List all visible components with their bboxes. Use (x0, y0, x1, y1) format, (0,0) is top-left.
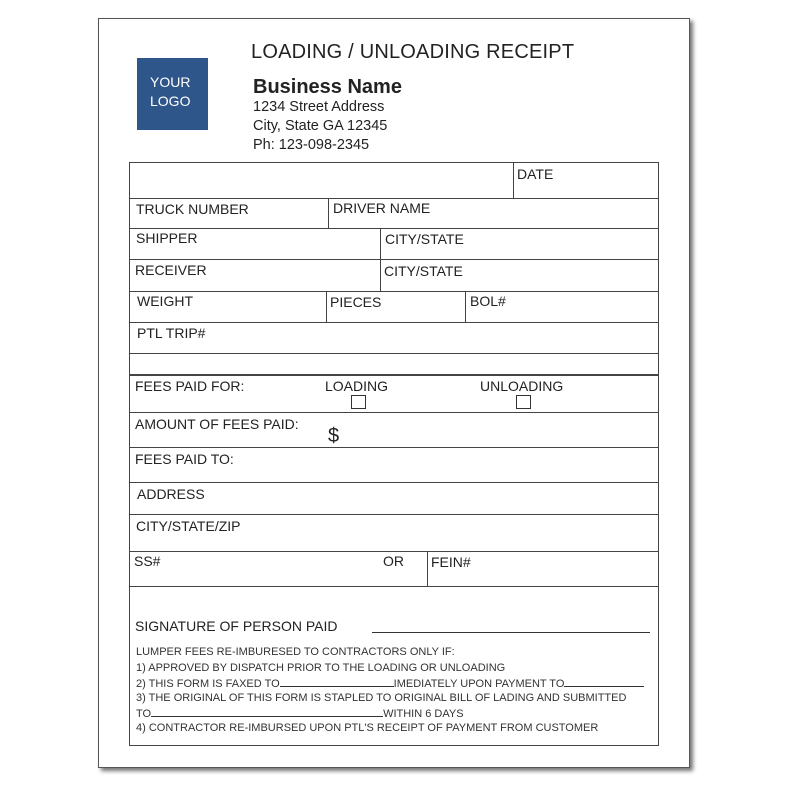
ptl-trip-label: PTL TRIP# (137, 325, 206, 341)
row-divider (130, 353, 658, 354)
logo-placeholder (137, 58, 208, 130)
row-divider (130, 586, 658, 587)
row-divider (130, 551, 658, 552)
pieces-label: PIECES (330, 294, 382, 310)
business-phone: Ph: 123-098-2345 (253, 137, 370, 153)
row-divider (130, 514, 658, 515)
row-divider (130, 198, 658, 199)
amount-of-fees-paid-label: AMOUNT OF FEES PAID: (135, 416, 299, 432)
column-divider (326, 291, 327, 322)
column-divider (427, 551, 428, 586)
notes-heading: LUMPER FEES RE-IMBURESED TO CONTRACTORS ONLY IF: (136, 646, 455, 658)
row-divider (130, 259, 658, 260)
column-divider (513, 163, 514, 198)
signature-label: SIGNATURE OF PERSON PAID (135, 618, 338, 634)
shipper-label: SHIPPER (136, 230, 198, 246)
fein-label: FEIN# (431, 554, 471, 570)
form-title: LOADING / UNLOADING RECEIPT (251, 41, 575, 63)
logo-text-line-1: YOUR (150, 74, 191, 90)
row-divider (130, 482, 658, 483)
driver-name-label: DRIVER NAME (333, 200, 431, 216)
address-label: ADDRESS (137, 486, 205, 502)
signature-line[interactable] (372, 632, 650, 633)
fees-paid-to-label: FEES PAID TO: (135, 451, 234, 467)
notes-line-2 (136, 677, 644, 690)
notes-line-3b (136, 707, 464, 720)
column-divider (328, 198, 329, 228)
row-divider (130, 447, 658, 448)
date-label: DATE (517, 166, 554, 182)
ss-label: SS# (134, 553, 161, 569)
weight-label: WEIGHT (137, 293, 193, 309)
row-divider (130, 228, 658, 229)
loading-checkbox[interactable] (351, 395, 366, 409)
unloading-checkbox[interactable] (516, 395, 531, 409)
notes-line-2-start: 2) THIS FORM IS FAXED TO (136, 678, 280, 690)
dollar-sign: $ (328, 425, 340, 447)
payment-to-blank[interactable] (564, 677, 644, 687)
notes-line-4: 4) CONTRACTOR RE-IMBURSED UPON PTL'S RECEIPT OF PAYMENT FROM CUSTOMER (136, 722, 599, 734)
section-divider (130, 374, 658, 376)
receiver-label: RECEIVER (135, 262, 207, 278)
row-divider (130, 412, 658, 413)
notes-line-1: 1) APPROVED BY DISPATCH PRIOR TO THE LOADING OR UNLOADING (136, 662, 506, 674)
receipt-form-grid (129, 162, 659, 746)
business-address: 1234 Street Address (253, 99, 385, 115)
row-divider (130, 322, 658, 323)
truck-number-label: TRUCK NUMBER (136, 201, 249, 217)
column-divider (380, 228, 381, 291)
column-divider (465, 291, 466, 322)
notes-line-3: 3) THE ORIGINAL OF THIS FORM IS STAPLED TO ORIGINAL BILL OF LADING AND SUBMITTED (136, 692, 627, 704)
row-divider (130, 291, 658, 292)
business-name: Business Name (253, 76, 402, 98)
receiver-city-state-label: CITY/STATE (384, 263, 463, 279)
loading-label: LOADING (325, 378, 389, 394)
business-city-state: City, State GA 12345 (253, 118, 388, 134)
or-label: OR (383, 553, 404, 569)
fees-paid-for-label: FEES PAID FOR: (135, 378, 245, 394)
unloading-label: UNLOADING (480, 378, 564, 394)
bol-label: BOL# (470, 293, 506, 309)
city-state-zip-label: CITY/STATE/ZIP (136, 518, 241, 534)
logo-text-line-2: LOGO (150, 93, 191, 109)
fax-number-blank[interactable] (280, 677, 394, 687)
notes-line-2-end: IMEDIATELY UPON PAYMENT TO (393, 678, 565, 690)
submit-to-blank[interactable] (151, 707, 383, 717)
notes-line-3b-start: TO (136, 708, 152, 720)
receipt-form-page (98, 18, 690, 768)
shipper-city-state-label: CITY/STATE (385, 231, 464, 247)
notes-line-3b-end: WITHIN 6 DAYS (383, 708, 464, 720)
